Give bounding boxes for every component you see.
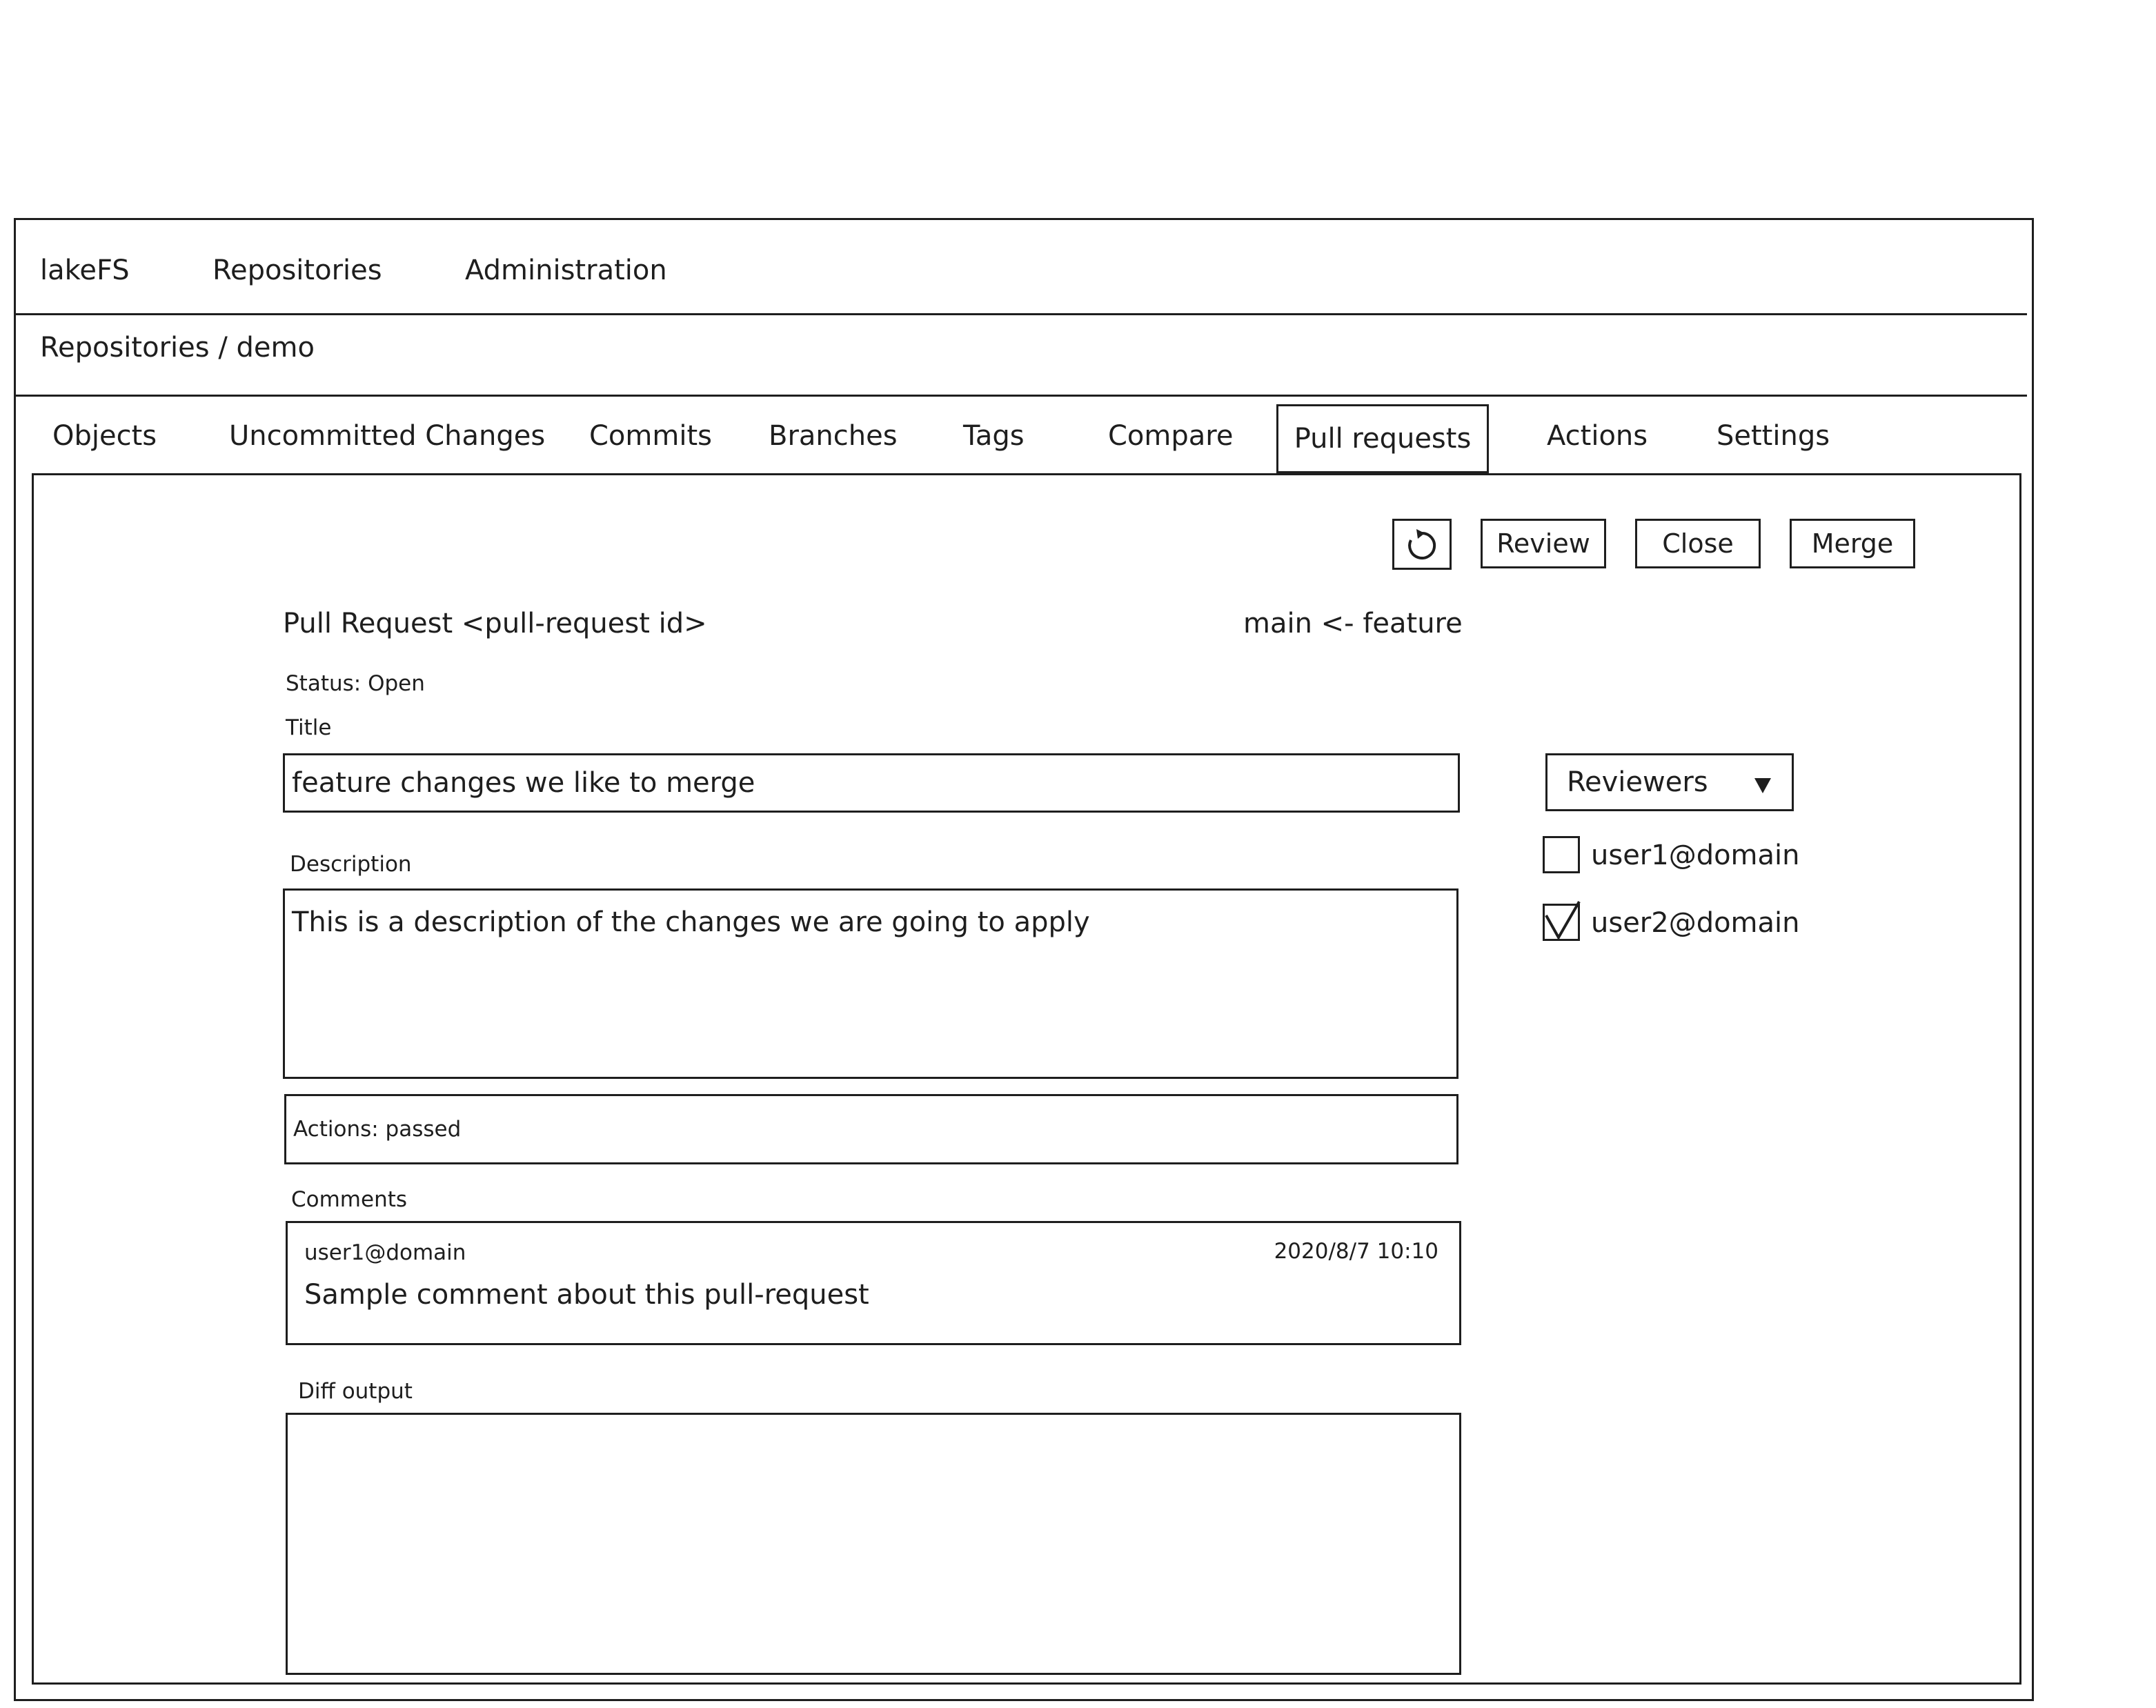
- tab-settings[interactable]: Settings: [1717, 420, 1830, 452]
- title-input-value: feature changes we like to merge: [292, 767, 755, 799]
- tab-branches[interactable]: Branches: [769, 420, 898, 452]
- comment-author: user1@domain: [304, 1240, 466, 1265]
- breadcrumb-root[interactable]: Repositories: [40, 332, 210, 364]
- tab-pull-requests-label: Pull requests: [1294, 423, 1472, 455]
- review-button[interactable]: Review: [1481, 519, 1606, 568]
- nav-item-repositories[interactable]: Repositories: [212, 255, 382, 286]
- title-input[interactable]: [283, 753, 1460, 813]
- tab-uncommitted-changes[interactable]: Uncommitted Changes: [229, 420, 546, 452]
- checkmark-icon: [1541, 899, 1582, 940]
- status-text: Status: Open: [286, 671, 425, 696]
- description-label: Description: [290, 852, 412, 877]
- tab-commits[interactable]: Commits: [589, 420, 712, 452]
- reviewer-checkbox-user2[interactable]: [1543, 904, 1580, 941]
- tab-objects[interactable]: Objects: [52, 420, 157, 452]
- comment-text: Sample comment about this pull-request: [304, 1279, 869, 1311]
- tab-pull-requests[interactable]: [1276, 404, 1489, 473]
- comment-card: [286, 1221, 1461, 1345]
- breadcrumb-current: demo: [236, 332, 315, 364]
- breadcrumb-separator: /: [218, 332, 228, 364]
- reviewer-label-user2: user2@domain: [1591, 907, 1800, 939]
- actions-status-box: [284, 1094, 1458, 1164]
- merge-button[interactable]: Merge: [1790, 519, 1915, 568]
- app-logo[interactable]: lakeFS: [40, 255, 130, 286]
- title-label: Title: [286, 715, 332, 740]
- diff-output-panel: [286, 1413, 1461, 1675]
- actions-status-text: Actions: passed: [293, 1116, 462, 1142]
- triangle-down-icon: [1753, 775, 1772, 795]
- nav-item-administration[interactable]: Administration: [465, 255, 667, 286]
- comment-timestamp: 2020/8/7 10:10: [1274, 1239, 1438, 1264]
- diff-label: Diff output: [298, 1379, 413, 1404]
- breadcrumb-divider: [14, 395, 2027, 397]
- refresh-icon: [1401, 524, 1443, 565]
- reviewer-checkbox-user1[interactable]: [1543, 836, 1580, 873]
- nav-divider: [14, 313, 2027, 315]
- reviewers-dropdown[interactable]: [1545, 753, 1794, 811]
- reviewers-dropdown-label: Reviewers: [1567, 766, 1708, 798]
- page-title: Pull Request <pull-request id>: [283, 608, 707, 639]
- tab-tags[interactable]: Tags: [963, 420, 1025, 452]
- description-textarea-value: This is a description of the changes we are going to apply: [292, 906, 1090, 938]
- close-button[interactable]: Close: [1635, 519, 1761, 568]
- description-textarea[interactable]: [283, 888, 1458, 1079]
- tab-actions[interactable]: Actions: [1547, 420, 1648, 452]
- refresh-button[interactable]: [1392, 519, 1452, 570]
- breadcrumb: [40, 332, 315, 364]
- branch-info: main <- feature: [1243, 608, 1463, 639]
- comments-label: Comments: [291, 1187, 408, 1212]
- tab-compare[interactable]: Compare: [1108, 420, 1234, 452]
- reviewer-label-user1: user1@domain: [1591, 840, 1800, 871]
